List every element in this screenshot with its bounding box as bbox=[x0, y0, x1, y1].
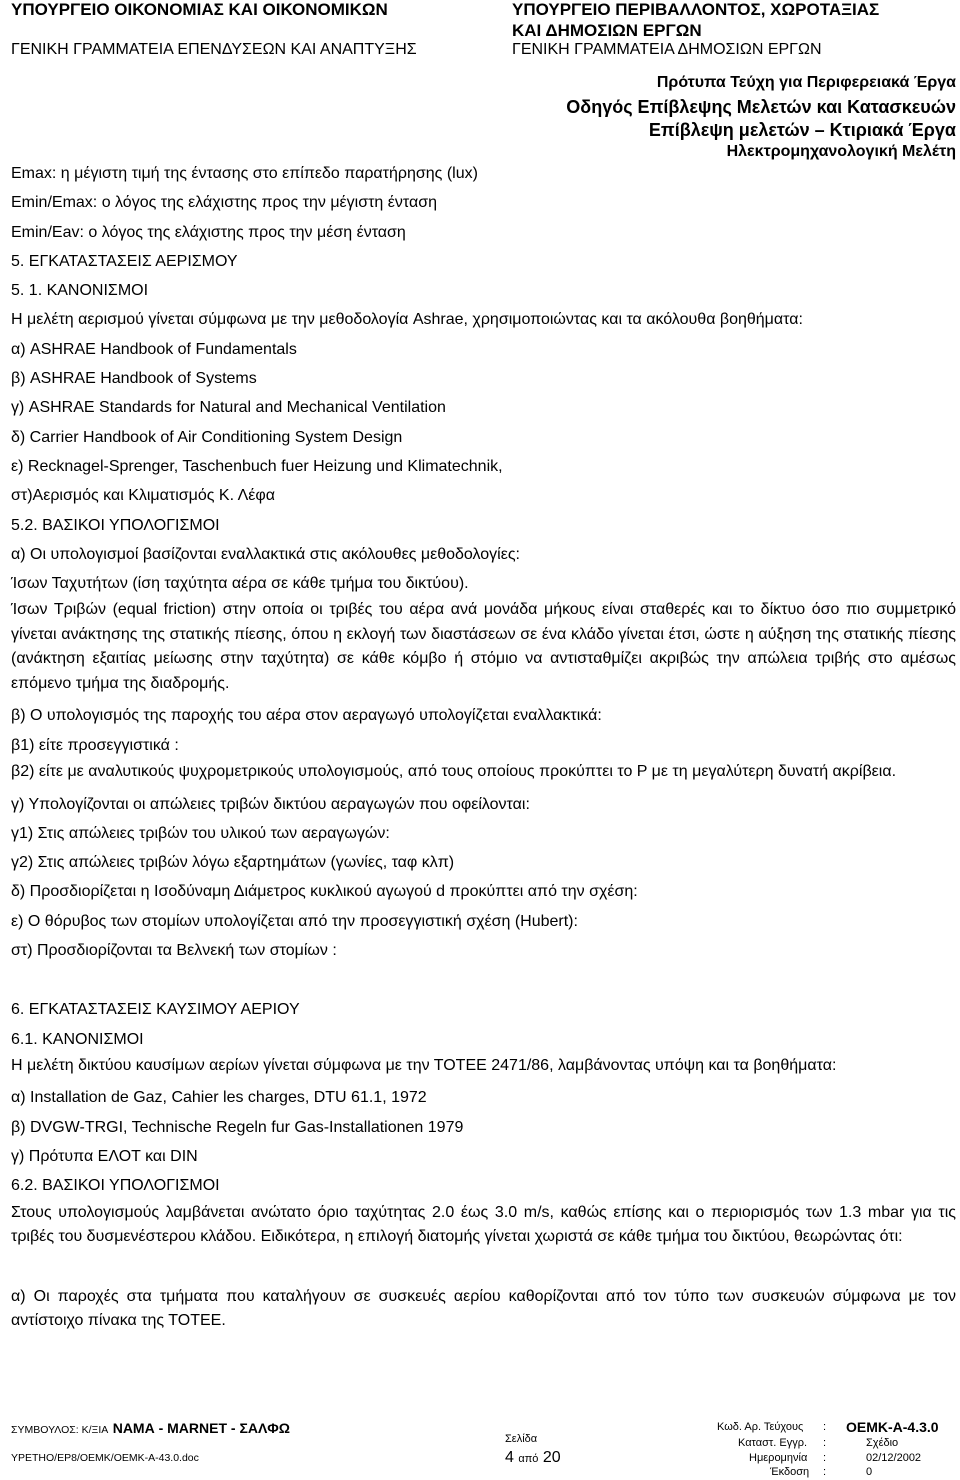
state-label: Καταστ. Εγγρ. bbox=[738, 1437, 808, 1449]
ministry-environment-subtitle: ΓΕΝΙΚΗ ΓΡΑΜΜΑΤΕΙΑ ΔΗΜΟΣΙΩΝ ΕΡΓΩΝ bbox=[512, 41, 822, 58]
paragraph-5-2-e: ε) Ο θόρυβος των στομίων υπολογίζεται από την προσεγγιστική σχέση (Hubert): bbox=[11, 912, 578, 930]
document-title-line2: Οδηγός Επίβλεψης Μελετών και Κατασκευών bbox=[566, 97, 956, 117]
document-body bbox=[11, 159, 956, 1339]
paragraph-6-2: Στους υπολογισμούς λαμβάνεται ανώτατο όριο ταχύτητας 2.0 έως 3.0 m/s, καθώς επίσης και ο περιορισμός των 1.3 mbar για τις τριβές του δυσμενέστερου κλάδου. Ειδικότερα, η επιλογή διατομής γίνεται χωριστά σε κάθε τμήμα του δικτύου, θεωρώντας ότι: bbox=[11, 1203, 956, 1246]
paragraph-5-2-b2: β2) είτε με αναλυτικούς ψυχρομετρικούς υπολογισμούς, από τους οποίους προκύπτει το P με τη μεγαλύτερη δυνατή ακρίβεια. bbox=[11, 763, 897, 781]
list-item: β) DVGW-TRGI, Technische Regeln fur Gas-Installationen 1979 bbox=[11, 1118, 464, 1136]
definition-emax: Emax: η μέγιστη τιμή της έντασης στο επίπεδο παρατήρησης (lux) bbox=[11, 165, 478, 182]
list-item: δ) Carrier Handbook of Air Conditioning System Design bbox=[11, 428, 403, 446]
paragraph-equal-velocity: Ίσων Ταχυτήτων (ίση ταχύτητα αέρα σε κάθε τμήμα του δικτύου). bbox=[11, 575, 469, 593]
ministry-environment-title-line1: ΥΠΟΥΡΓΕΙΟ ΠΕΡΙΒΑΛΛΟΝΤΟΣ, ΧΩΡΟΤΑΞΙΑΣ bbox=[512, 0, 880, 19]
code-colon: : bbox=[823, 1421, 827, 1433]
definition-emin-emax: Emin/Emax: ο λόγος της ελάχιστης προς την μέγιστη ένταση bbox=[11, 194, 438, 212]
paragraph-5-2-a: α) Οι υπολογισμοί βασίζονται εναλλακτικά στις ακόλουθες μεθοδολογίες: bbox=[11, 545, 520, 563]
list-item: α) Installation de Gaz, Cahier les charges, DTU 61.1, 1972 bbox=[11, 1089, 427, 1107]
page-current: 4 bbox=[505, 1449, 514, 1466]
paragraph-equal-friction: Ίσων Τριβών (equal friction) στην οποία οι τριβές του αέρα ανά μονάδα μήκους είναι σταθερές και το δίκτυο όσο πιο συμμετρικό γίνεται ανάκτησης της στατικής πίεσης, όπου η εκλογή των διαστάσεων σε ένα κλάδο γίνεται έτσι, ώστε η αύξηση της στατικής πίεσης (ανάκτηση εξαιτίας μείωσης στην ταχύτητα) σε κάθε κόμβο ή στόμιο να αντισταθμίζει ακριβώς την απώλεια τριβής στο αμέσως επόμενο τμήμα της διαδρομής. bbox=[11, 601, 956, 692]
section-heading-6: 6. ΕΓΚΑΤΑΣΤΑΣΕΙΣ ΚΑΥΣΙΜΟΥ ΑΕΡΙΟΥ bbox=[11, 1001, 300, 1019]
blank-gap bbox=[11, 965, 956, 995]
edition-label: Έκδοση bbox=[770, 1466, 810, 1478]
edition-value: 0 bbox=[866, 1466, 873, 1478]
list-item: ε) Recknagel-Sprenger, Taschenbuch fuer Heizung und Klimatechnik, bbox=[11, 457, 503, 475]
list-item: γ) ASHRAE Standards for Natural and Mechanical Ventilation bbox=[11, 399, 446, 417]
state-value: Σχέδιο bbox=[866, 1437, 899, 1449]
consultant-label: ΣΥΜΒΟΥΛΟΣ: Κ/ΞΙΑ bbox=[11, 1424, 109, 1436]
date-value: 02/12/2002 bbox=[866, 1452, 922, 1464]
page-separator: από bbox=[518, 1453, 539, 1465]
state-colon: : bbox=[823, 1437, 827, 1449]
ministry-finance-subtitle: ΓΕΝΙΚΗ ΓΡΑΜΜΑΤΕΙΑ ΕΠΕΝΔΥΣΕΩΝ ΚΑΙ ΑΝΑΠΤΥΞΗΣ bbox=[11, 41, 417, 58]
list-item: στ)Αερισμός και Κλιματισμός Κ. Λέφα bbox=[11, 487, 276, 505]
consultant-name: ΝΑΜΑ - MARNET - ΣΑΛΦΩ bbox=[112, 1420, 291, 1436]
date-label: Ημερομηνία bbox=[749, 1452, 808, 1464]
definition-emin-eav: Emin/Eav: ο λόγος της ελάχιστης προς την μέση ένταση bbox=[11, 223, 406, 241]
section-heading-5: 5. ΕΓΚΑΤΑΣΤΑΣΕΙΣ ΑΕΡΙΣΜΟΥ bbox=[11, 252, 238, 270]
section-heading-6-2: 6.2. ΒΑΣΙΚΟΙ ΥΠΟΛΟΓΙΣΜΟΙ bbox=[11, 1177, 220, 1195]
paragraph-5-2-b1: β1) είτε προσεγγιστικά : bbox=[11, 736, 179, 754]
list-item: γ) Πρότυπα ΕΛΟΤ και DIN bbox=[11, 1148, 198, 1166]
paragraph-5-2-c2: γ2) Στις απώλειες τριβών λόγω εξαρτημάτων (γωνίες, ταφ κλπ) bbox=[11, 854, 455, 872]
date-colon: : bbox=[823, 1452, 827, 1464]
paragraph-5-2-c: γ) Υπολογίζονται οι απώλειες τριβών δικτύου αεραγωγών που οφείλονται: bbox=[11, 795, 530, 813]
document-title-line4: Ηλεκτρομηχανολογική Μελέτη bbox=[726, 143, 956, 160]
paragraph-5-1-intro: Η μελέτη αερισμού γίνεται σύμφωνα με την μεθοδολογία Ashrae, χρησιμοποιώντας και τα ακόλουθα βοηθήματα: bbox=[11, 311, 803, 329]
code-value: ΟΕΜΚ-Α-4.3.0 bbox=[846, 1419, 939, 1435]
page-number bbox=[505, 1449, 561, 1467]
document-title-line3: Επίβλεψη μελετών – Κτιριακά Έργα bbox=[648, 120, 956, 140]
footer-file-path: ΥΡΕΤΗΟ/ΕΡ8/ΟΕΜΚ/ΟΕΜΚ-Α-43.0.doc bbox=[11, 1452, 199, 1464]
paragraph-5-2-c1: γ1) Στις απώλειες τριβών του υλικού των αεραγωγών: bbox=[11, 824, 390, 842]
paragraph-6-2-a: α) Οι παροχές στα τμήματα που καταλήγουν σε συσκευές αερίου καθορίζονται από τον τύπο των συσκευών σύμφωνα με τον αντίστοιχο πίνακα της ΤΟΤΕΕ. bbox=[11, 1287, 956, 1330]
section-heading-5-2: 5.2. ΒΑΣΙΚΟΙ ΥΠΟΛΟΓΙΣΜΟΙ bbox=[11, 516, 220, 534]
section-heading-6-1: 6.1. ΚΑΝΟΝΙΣΜΟΙ bbox=[11, 1030, 144, 1048]
document-title-line1: Πρότυπα Τεύχη για Περιφερειακά Έργα bbox=[656, 74, 956, 91]
page-total: 20 bbox=[542, 1449, 561, 1466]
section-heading-5-1: 5. 1. ΚΑΝΟΝΙΣΜΟΙ bbox=[11, 282, 149, 300]
page-label: Σελίδα bbox=[505, 1433, 538, 1445]
paragraph-5-2-d: δ) Προσδιορίζεται η Ισοδύναμη Διάμετρος κυκλικού αγωγού d προκύπτει από την σχέση: bbox=[11, 883, 638, 901]
list-item: α) ASHRAE Handbook of Fundamentals bbox=[11, 340, 297, 358]
paragraph-5-2-b: β) Ο υπολογισμός της παροχής του αέρα στον αεραγωγό υπολογίζεται εναλλακτικά: bbox=[11, 707, 602, 725]
paragraph-5-2-f: στ) Προσδιορίζονται τα Βελνεκή των στομίων : bbox=[11, 942, 337, 960]
paragraph-6-1-intro: Η μελέτη δικτύου καυσίμων αερίων γίνεται σύμφωνα με την ΤΟΤΕΕ 2471/86, λαμβάνοντας υπόψη και τα βοηθήματα: bbox=[11, 1056, 837, 1074]
ministry-environment-title-line2: ΚΑΙ ΔΗΜΟΣΙΩΝ ΕΡΓΩΝ bbox=[512, 21, 702, 40]
code-label: Κωδ. Αρ. Τεύχους bbox=[717, 1421, 804, 1433]
edition-colon: : bbox=[823, 1466, 827, 1478]
list-item: β) ASHRAE Handbook of Systems bbox=[11, 370, 257, 388]
footer-consultant bbox=[11, 1420, 290, 1438]
ministry-finance-title: ΥΠΟΥΡΓΕΙΟ ΟΙΚΟΝΟΜΙΑΣ ΚΑΙ ΟΙΚΟΝΟΜΙΚΩΝ bbox=[11, 0, 388, 19]
blank-gap bbox=[11, 1255, 956, 1285]
